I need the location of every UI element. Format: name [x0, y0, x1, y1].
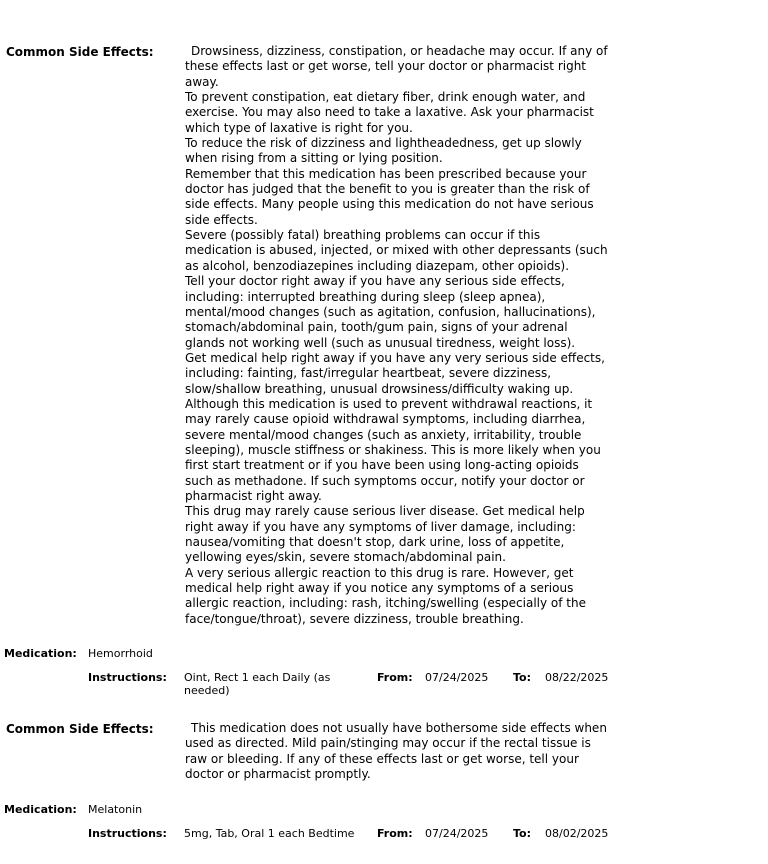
from-date: 07/24/2025 — [425, 671, 489, 684]
instructions-text: 5mg, Tab, Oral 1 each Bedtime — [184, 827, 355, 840]
medication-name: Melatonin — [88, 803, 143, 816]
side-effects-paragraph: To prevent constipation, eat dietary fiber, drink enough water, and exercise. You may also need to take a laxative. Ask your pharmacist which type of laxative is right for you. — [185, 90, 594, 135]
side-effects-paragraph: Although this medication is used to prevent withdrawal reactions, it may rarely cause opioid withdrawal symptoms, including diarrhea, severe mental/mood changes (such as anxiety, irritability, trouble sleeping), muscle stiffness or shakiness. This is more likely when you first start treatment or if you have been using long-acting opioids such as methadone. If such symptoms occur, notify your doctor or pharmacist right away. — [185, 396, 601, 503]
side-effects-paragraph: This medication does not usually have bothersome side effects when used as directed. Mild pain/stinging may occur if the rectal tissue is raw or bleeding. If any of these effects last or get worse, tell your doctor or pharmacist promptly. — [185, 721, 607, 782]
instructions-text: Oint, Rect 1 each Daily (as needed) — [184, 671, 331, 697]
to-date: 08/22/2025 — [545, 671, 609, 684]
to-label: To: — [513, 827, 531, 840]
from-date: 07/24/2025 — [425, 827, 489, 840]
side-effects-paragraph: Get medical help right away if you have any very serious side effects, including: fainting, fast/irregular heartbeat, severe dizziness, slow/shallow breathing, unusual drowsiness/difficulty waking up. — [185, 350, 605, 396]
side-effects-paragraph: Drowsiness, dizziness, constipation, or headache may occur. If any of these effects last or get worse, tell your doctor or pharmacist right away. — [185, 44, 608, 89]
side-effects-label: Common Side Effects: — [6, 45, 154, 59]
from-label: From: — [377, 671, 413, 684]
medication-name: Hemorrhoid — [88, 647, 153, 660]
side-effects-text — [185, 721, 610, 782]
to-date: 08/02/2025 — [545, 827, 609, 840]
medication-label: Medication: — [4, 803, 77, 816]
side-effects-label: Common Side Effects: — [6, 722, 154, 736]
from-label: From: — [377, 827, 413, 840]
side-effects-paragraph: Tell your doctor right away if you have any serious side effects, including: interrupted breathing during sleep (sleep apnea), mental/mood changes (such as agitation, confusion, hallucinations), stomach/abdominal pain, tooth/gum pain, signs of your adrenal glands not working well (such as unusual tiredness, weight loss). — [185, 274, 596, 350]
instructions-label: Instructions: — [88, 671, 167, 684]
medication-label: Medication: — [4, 647, 77, 660]
instructions-label: Instructions: — [88, 827, 167, 840]
side-effects-paragraph: Remember that this medication has been prescribed because your doctor has judged that the benefit to you is greater than the risk of side effects. Many people using this medication do not have serious side effects. — [185, 166, 594, 227]
side-effects-paragraph: To reduce the risk of dizziness and lightheadedness, get up slowly when rising from a sitting or lying position. — [185, 136, 582, 166]
side-effects-paragraph: A very serious allergic reaction to this drug is rare. However, get medical help right away if you notice any symptoms of a serious allergic reaction, including: rash, itching/swelling (especially of the face/tongue/throat), severe dizziness, trouble breathing. — [185, 565, 586, 626]
side-effects-paragraph: Severe (possibly fatal) breathing problems can occur if this medication is abused, injected, or mixed with other depressants (such as alcohol, benzodiazepines including diazepam, other opioids). — [185, 228, 608, 273]
to-label: To: — [513, 671, 531, 684]
side-effects-text — [185, 44, 610, 627]
side-effects-paragraph: This drug may rarely cause serious liver disease. Get medical help right away if you have any symptoms of liver damage, including: nausea/vomiting that doesn't stop, dark urine, loss of appetite, yellowing eyes/skin, severe stomach/abdominal pain. — [185, 504, 585, 565]
